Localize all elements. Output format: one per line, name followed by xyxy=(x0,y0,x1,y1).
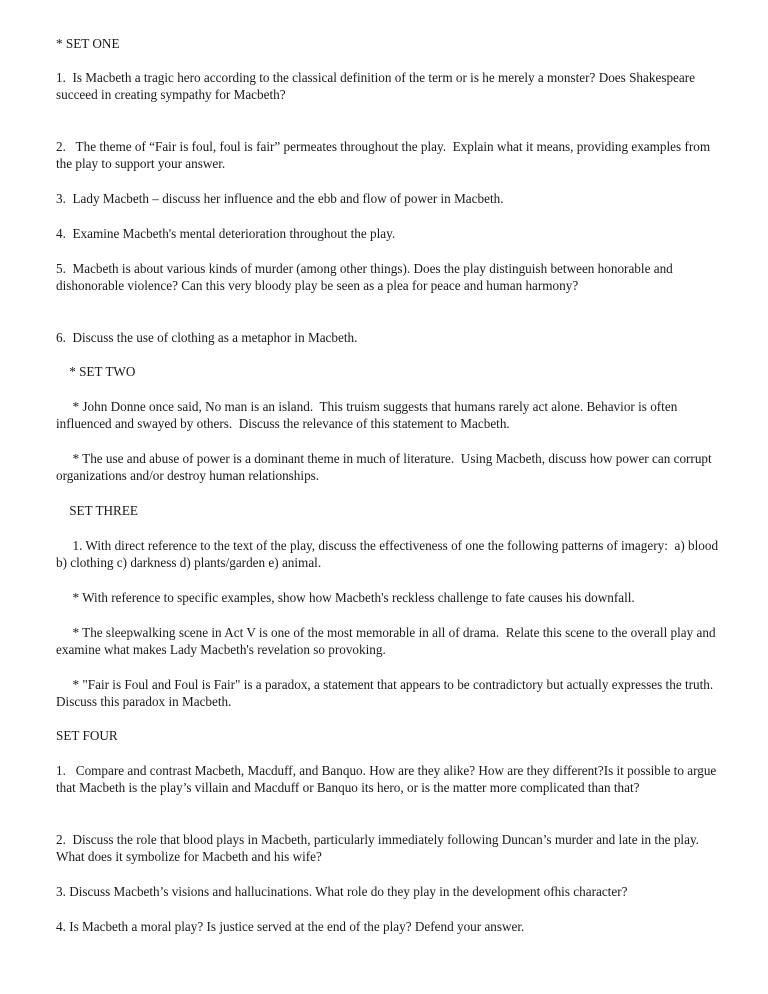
question-paragraph: 1. Is Macbeth a tragic hero according to the classical definition of the term or is he merely a monster? Does Shakespeare succeed in creating sympathy for Macbeth? xyxy=(56,70,699,102)
question-paragraph: 6. Discuss the use of clothing as a metaphor in Macbeth. xyxy=(56,330,358,345)
question-paragraph: 3. Lady Macbeth – discuss her influence and the ebb and flow of power in Macbeth. xyxy=(56,191,504,206)
question-paragraph: * John Donne once said, No man is an island. This truism suggests that humans rarely act alone. Behavior is often influenced and swayed by others. Discuss the relevance of this statement to Macbeth. xyxy=(56,399,681,431)
question-paragraph: 5. Macbeth is about various kinds of murder (among other things). Does the play distinguish between honorable and dishonorable violence? Can this very bloody play be seen as a plea for peace and human harmony? xyxy=(56,261,677,293)
question-paragraph: 1. Compare and contrast Macbeth, Macduff, and Banquo. How are they alike? How are they different?Is it possible to argue that Macbeth is the play’s villain and Macduff or Banquo its hero, or is the matter more complicated than that? xyxy=(56,763,720,795)
set-four-heading: SET FOUR xyxy=(56,728,118,743)
question-paragraph: * The use and abuse of power is a dominant theme in much of literature. Using Macbeth, discuss how power can corrupt organizations and/or destroy human relationships. xyxy=(56,451,715,483)
set-three-heading: SET THREE xyxy=(56,503,138,518)
question-paragraph: 4. Is Macbeth a moral play? Is justice served at the end of the play? Defend your answer. xyxy=(56,919,525,934)
set-one-heading: * SET ONE xyxy=(56,36,120,51)
question-paragraph: * "Fair is Foul and Foul is Fair" is a paradox, a statement that appears to be contradictory but actually expresses the truth. Discuss this paradox in Macbeth. xyxy=(56,677,720,709)
question-paragraph: 2. Discuss the role that blood plays in Macbeth, particularly immediately following Duncan’s murder and late in the play. What does it symbolize for Macbeth and his wife? xyxy=(56,832,703,864)
question-paragraph: * With reference to specific examples, show how Macbeth's reckless challenge to fate causes his downfall. xyxy=(56,590,635,605)
set-two-heading: * SET TWO xyxy=(56,364,136,379)
question-paragraph: 1. With direct reference to the text of the play, discuss the effectiveness of one the following patterns of imagery: a) blood b) clothing c) darkness d) plants/garden e) animal. xyxy=(56,538,722,570)
question-paragraph: 4. Examine Macbeth's mental deterioration throughout the play. xyxy=(56,226,396,241)
question-paragraph: 2. The theme of “Fair is foul, foul is fair” permeates throughout the play. Explain what it means, providing examples from the play to support your answer. xyxy=(56,139,714,171)
question-paragraph: 3. Discuss Macbeth’s visions and hallucinations. What role do they play in the development ofhis character? xyxy=(56,884,628,899)
question-paragraph: * The sleepwalking scene in Act V is one of the most memorable in all of drama. Relate this scene to the overall play and examine what makes Lady Macbeth's revelation so provoking. xyxy=(56,625,719,657)
